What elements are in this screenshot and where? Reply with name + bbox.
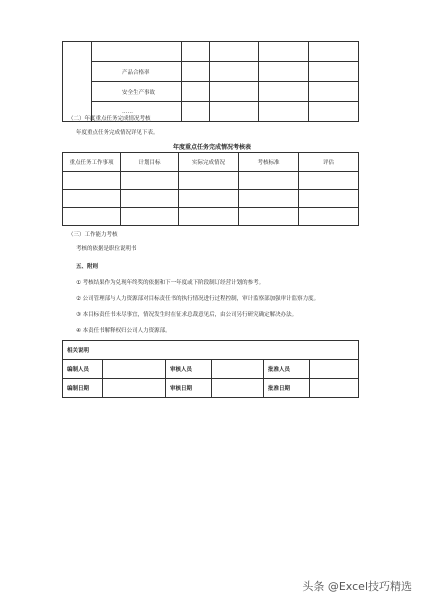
reviewer-value	[212, 360, 264, 379]
assessment-table-continued	[62, 41, 359, 122]
table-row	[63, 208, 359, 226]
signoff-table	[62, 340, 359, 398]
table-row	[63, 172, 359, 190]
list-item: ③ 本目标责任书未尽事宜，情况发生时在征求总裁意见后，由公司另行研究确定解决办法。	[76, 312, 298, 318]
table-header-row	[63, 153, 359, 172]
key-task-table	[62, 152, 359, 226]
approver-label: 批准人员	[264, 360, 310, 379]
indicator-cell: ……	[92, 102, 182, 122]
reviewer-label: 审核人员	[166, 360, 212, 379]
reviewed-date-value	[212, 379, 264, 398]
column-header: 考核标准	[239, 153, 299, 172]
section-heading: （二）年度重点任务完成情况考核	[68, 116, 151, 122]
reviewed-date-label: 审核日期	[166, 379, 212, 398]
table-row	[63, 42, 359, 62]
column-header: 评估	[299, 153, 359, 172]
approved-date-value	[310, 379, 359, 398]
table-row	[63, 341, 359, 360]
table-row	[63, 82, 359, 102]
table-row	[63, 62, 359, 82]
table-title: 年度重点任务完成情况考核表	[172, 144, 251, 151]
approver-value	[310, 360, 359, 379]
list-item: ① 考核结果作为兑现年终奖的依据和下一年度或下阶段制订经营计划的参考。	[76, 280, 265, 286]
watermark: 头条 @Excel技巧精选	[302, 580, 412, 593]
indicator-cell	[92, 42, 182, 62]
column-header: 实际完成情况	[179, 153, 239, 172]
table-row	[63, 360, 359, 379]
list-item: ② 公司管理部与人力资源部对目标责任书的执行情况进行过程控制，审计监察部加强审计监察力度。	[76, 296, 320, 302]
section-heading: （三）工作能力考核	[68, 232, 118, 238]
indicator-cell: 安全生产事故	[92, 82, 182, 102]
merged-cell	[63, 42, 92, 122]
indicator-cell: 产品合格率	[92, 62, 182, 82]
section-text: 年度重点任务完成情况详见下表。	[76, 130, 159, 136]
preparer-label: 编制人员	[63, 360, 103, 379]
table-row	[63, 379, 359, 398]
prepared-date-label: 编制日期	[63, 379, 103, 398]
notes-label: 相关说明	[63, 341, 359, 360]
table-row	[63, 190, 359, 208]
list-item: ④ 本责任书解释权归公司人力资源部。	[76, 328, 171, 334]
prepared-date-value	[103, 379, 166, 398]
section-heading: 五、附则	[76, 264, 99, 270]
column-header: 计划目标	[121, 153, 179, 172]
column-header: 重点任务工作事项	[63, 153, 121, 172]
approved-date-label: 批准日期	[264, 379, 310, 398]
section-text: 考核的依据是职位说明书	[76, 246, 137, 252]
preparer-value	[103, 360, 166, 379]
